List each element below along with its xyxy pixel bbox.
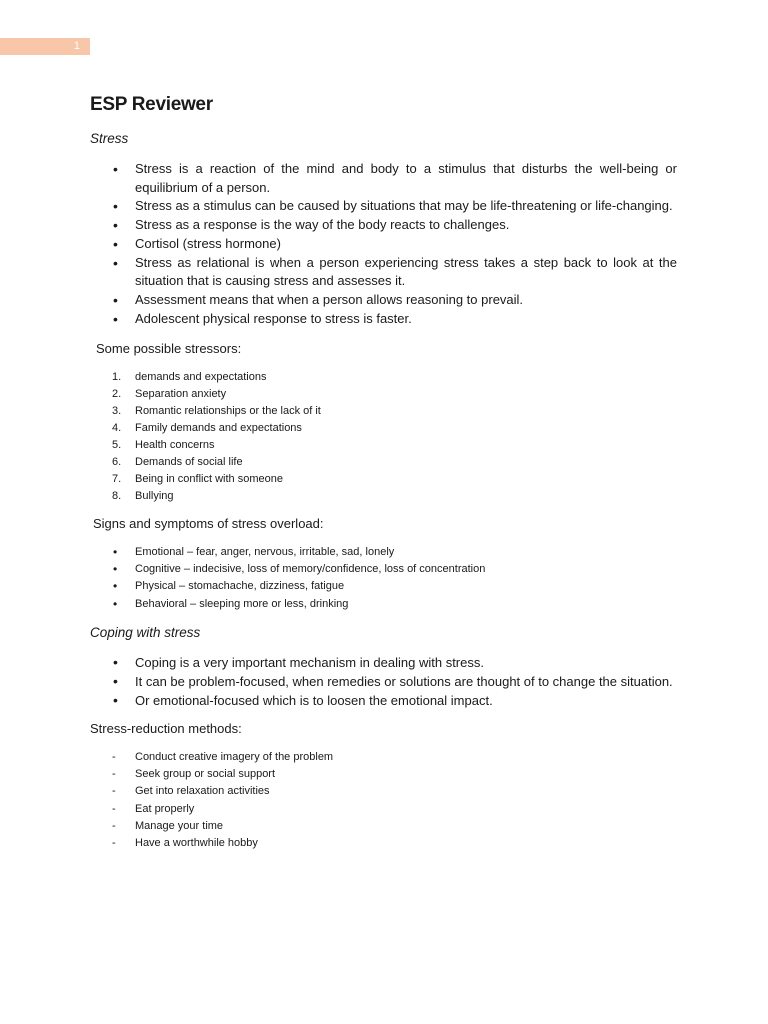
section-heading-coping: Coping with stress [90,625,201,640]
list-item: • Emotional – fear, anger, nervous, irritable, sad, lonely [135,544,485,561]
list-item: • Assessment means that when a person allows reasoning to prevail. [135,291,677,310]
page-number-badge: 1 [0,38,90,55]
list-item: 2. Separation anxiety [112,388,227,400]
list-item: - Seek group or social support [135,766,333,783]
list-item: 4. Family demands and expectations [112,422,302,434]
section-heading-stress: Stress [90,131,129,146]
list-item: - Eat properly [135,801,333,818]
methods-dash-list [135,749,333,852]
list-item: • Stress as a response is the way of the body reacts to challenges. [135,216,677,235]
signs-heading: Signs and symptoms of stress overload: [93,516,324,531]
list-item: - Get into relaxation activities [135,783,333,800]
list-item: 6. Demands of social life [112,456,243,468]
list-item: • Behavioral – sleeping more or less, drinking [135,596,485,613]
list-item: • Stress is a reaction of the mind and body to a stimulus that disturbs the well-being or equilibrium of a person. [135,160,677,197]
list-item: - Conduct creative imagery of the problem [135,749,333,766]
list-item: - Manage your time [135,818,333,835]
list-item: • Coping is a very important mechanism in dealing with stress. [135,653,677,672]
stressors-numbered-list [112,369,321,505]
list-item: • Stress as a stimulus can be caused by situations that may be life-threatening or life-changing. [135,197,677,216]
list-item: • Physical – stomachache, dizziness, fatigue [135,578,485,595]
list-item: 8. Bullying [112,490,174,502]
signs-bullet-list [135,544,485,613]
list-item: - Have a worthwhile hobby [135,835,333,852]
stress-bullet-list [135,160,677,328]
list-item: 5. Health concerns [112,439,215,451]
list-item: 7. Being in conflict with someone [112,473,283,485]
list-item: • Stress as relational is when a person experiencing stress takes a step back to look at the situation that is causing stress and assesses it. [135,254,677,291]
list-item: 1. demands and expectations [112,371,267,383]
list-item: • Cortisol (stress hormone) [135,235,677,254]
list-item: • It can be problem-focused, when remedies or solutions are thought of to change the situation. [135,672,677,691]
list-item: • Or emotional-focused which is to loosen the emotional impact. [135,691,677,710]
list-item: 3. Romantic relationships or the lack of it [112,405,321,417]
list-item: • Cognitive – indecisive, loss of memory/confidence, loss of concentration [135,561,485,578]
document-title: ESP Reviewer [90,94,213,115]
stressors-heading: Some possible stressors: [96,341,242,356]
coping-bullet-list [135,653,677,711]
list-item: • Adolescent physical response to stress is faster. [135,310,677,329]
methods-heading: Stress-reduction methods: [90,721,242,736]
